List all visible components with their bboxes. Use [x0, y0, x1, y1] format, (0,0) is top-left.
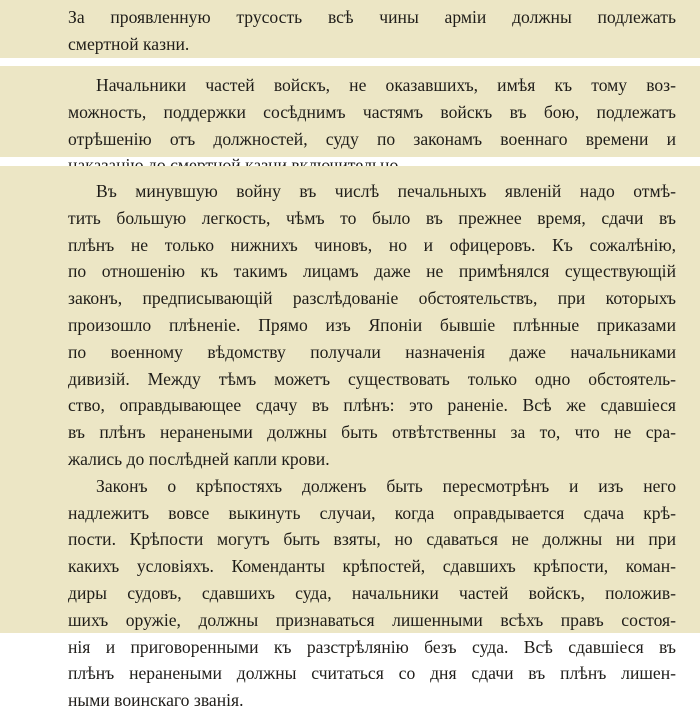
- text-line: въ плѣнъ неранеными должны быть отвѣтственны за то, что не сра-: [68, 422, 676, 443]
- text-line: ными воинскаго званія.: [68, 690, 244, 711]
- text-line: плѣнъ неранеными должны считаться со дня сдачи въ плѣнъ лишен-: [68, 663, 676, 684]
- text-line: Законъ о крѣпостяхъ долженъ быть пересмотрѣнъ и изъ него: [96, 475, 676, 496]
- text-line: диры судовъ, сдавшихъ суда, начальники частей войскъ, положив-: [68, 582, 676, 603]
- text-line: пости. Крѣпости могутъ быть взяты, но сдаваться не должны ни при: [68, 529, 676, 550]
- text-line: жались до послѣдней капли крови.: [68, 448, 330, 469]
- text-line: смертной казни.: [68, 33, 190, 54]
- text-fragment-middle: [0, 66, 700, 157]
- text-line: отрѣшенію отъ должностей, суду по законамъ военнаго времени и: [68, 128, 676, 149]
- text-line: произошло плѣненіе. Прямо изъ Японіи бывшіе плѣнные приказами: [68, 314, 676, 335]
- text-line: Въ минувшую войну въ числѣ печальныхъ явленій надо отмѣ-: [96, 181, 676, 201]
- text-line: Начальники частей войскъ, не оказавшихъ, имѣя къ тому воз-: [96, 75, 676, 95]
- text-line: можность, поддержки сосѣднимъ частямъ войскъ въ бою, подлежатъ: [68, 101, 676, 122]
- text-line: законъ, предписывающій разслѣдованіе обстоятельствъ, при которыхъ: [68, 288, 676, 309]
- text-fragment-bottom: [0, 166, 700, 711]
- text-line: какихъ условіяхъ. Коменданты крѣпостей, сдавшихъ крѣпости, коман-: [68, 556, 676, 577]
- text-line: ство, оправдывающее сдачу въ плѣнъ: это раненіе. Всѣ же сдавшіеся: [68, 395, 676, 416]
- text-fragment-top: [0, 0, 700, 58]
- text-line: тить большую легкость, чѣмъ то было въ прежнее время, сдачи въ: [68, 207, 676, 228]
- paragraph: [68, 473, 676, 714]
- text-line: по военному вѣдомству получали назначенія даже начальниками: [68, 341, 676, 362]
- paragraph: [68, 4, 676, 58]
- text-line: надлежитъ вовсе выкинуть случаи, когда оправдывается сдача крѣ-: [68, 502, 676, 523]
- text-line: За проявленную трусость всѣ чины арміи должны подлежать: [68, 7, 676, 27]
- text-line: по отношенію къ такимъ лицамъ даже не примѣнялся существующій: [68, 261, 676, 282]
- text-line: плѣнъ не только нижнихъ чиновъ, но и офицеровъ. Къ сожалѣнію,: [68, 234, 676, 255]
- text-line: дивизій. Между тѣмъ можетъ существовать только одно обстоятель-: [68, 368, 676, 389]
- text-line: шихъ оружіе, должны признаваться лишенными всѣхъ правъ состоя-: [68, 609, 676, 630]
- paragraph: [68, 72, 676, 179]
- paragraph: [68, 178, 676, 473]
- text-line: нія и приговоренными къ разстрѣлянію безъ суда. Всѣ сдавшіеся въ: [68, 636, 676, 657]
